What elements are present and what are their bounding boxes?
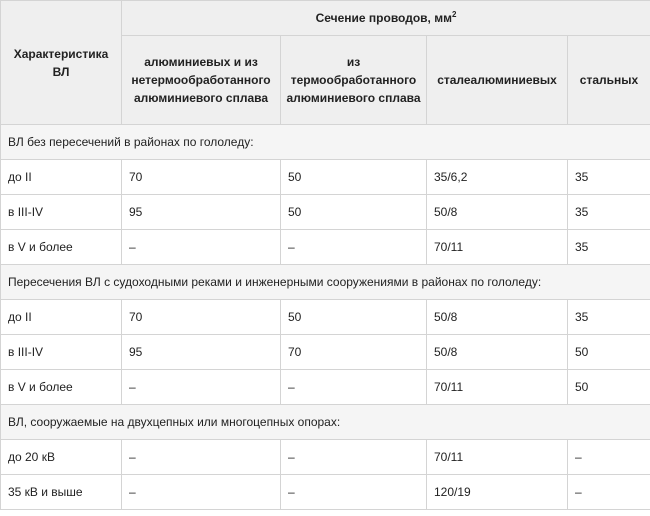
table-cell: 35 — [568, 230, 650, 265]
table-cell: 35 — [568, 300, 650, 335]
table-cell: 95 — [122, 335, 281, 370]
table-cell: 35/6,2 — [427, 160, 568, 195]
table-cell: – — [122, 475, 281, 510]
section-title: ВЛ без пересечений в районах по гололеду: — [1, 125, 650, 160]
table-cell: 70/11 — [427, 440, 568, 475]
row-label: в III-IV — [1, 195, 122, 230]
table-cell: 50/8 — [427, 335, 568, 370]
group-unit-superscript: 2 — [451, 10, 457, 19]
table-row — [1, 230, 650, 265]
row-label: до 20 кВ — [1, 440, 122, 475]
table-cell: – — [281, 370, 427, 405]
row-label: до II — [1, 160, 122, 195]
table-cell: – — [281, 230, 427, 265]
table-cell: 70/11 — [427, 370, 568, 405]
row-label: в V и более — [1, 230, 122, 265]
row-label: 35 кВ и выше — [1, 475, 122, 510]
row-label: в V и более — [1, 370, 122, 405]
table-cell: 35 — [568, 160, 650, 195]
column-header-steel-aluminium: сталеалюминиевых — [427, 36, 568, 125]
wire-section-group-header — [122, 1, 650, 36]
table-cell: 120/19 — [427, 475, 568, 510]
table-row — [1, 195, 650, 230]
table-cell: 70 — [122, 160, 281, 195]
row-label: до II — [1, 300, 122, 335]
table-row — [1, 335, 650, 370]
section-title: ВЛ, сооружаемые на двухцепных или многоцепных опорах: — [1, 405, 650, 440]
column-header-heat-treated-alloy: из термообработанного алюминиевого сплава — [281, 36, 427, 125]
table-cell: – — [568, 475, 650, 510]
table-cell: 70/11 — [427, 230, 568, 265]
table-row — [1, 160, 650, 195]
table-cell: 50 — [568, 335, 650, 370]
table-cell: 70 — [281, 335, 427, 370]
column-header-aluminium: алюминиевых и из нетермообработанного алюминиевого сплава — [122, 36, 281, 125]
column-header-steel: стальных — [568, 36, 650, 125]
section-title: Пересечения ВЛ с судоходными реками и инженерными сооружениями в районах по гололеду: — [1, 265, 650, 300]
table-cell: – — [281, 440, 427, 475]
characteristic-header: Характеристика ВЛ — [1, 1, 122, 125]
row-label: в III-IV — [1, 335, 122, 370]
table-cell: 50 — [281, 300, 427, 335]
table-cell: 50 — [281, 160, 427, 195]
table-row — [1, 370, 650, 405]
table-cell: – — [281, 475, 427, 510]
table-cell: – — [568, 440, 650, 475]
table-row — [1, 300, 650, 335]
table-cell: 35 — [568, 195, 650, 230]
table-cell: 70 — [122, 300, 281, 335]
group-title: Сечение проводов, мм — [315, 11, 452, 25]
table-cell: 50 — [281, 195, 427, 230]
table-cell: 50 — [568, 370, 650, 405]
table-cell: 50/8 — [427, 300, 568, 335]
table-row — [1, 440, 650, 475]
table-cell: – — [122, 370, 281, 405]
table-cell: 50/8 — [427, 195, 568, 230]
table-cell: – — [122, 230, 281, 265]
table-row — [1, 475, 650, 510]
table-cell: 95 — [122, 195, 281, 230]
table-cell: – — [122, 440, 281, 475]
